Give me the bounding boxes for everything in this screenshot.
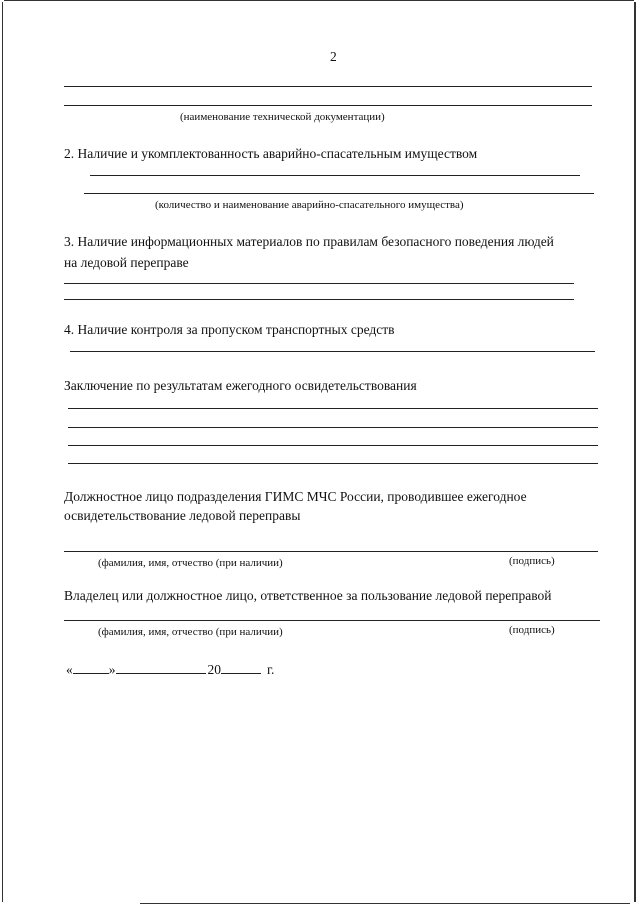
item-2-line-2 [84, 193, 594, 194]
page-number: 2 [330, 49, 337, 64]
date-day-blank [73, 660, 109, 674]
date-year-prefix: 20 [207, 662, 221, 677]
owner-name-caption: (фамилия, имя, отчество (при наличии) [98, 626, 283, 638]
official-signature-caption: (подпись) [509, 555, 555, 567]
conclusion-line-1 [68, 408, 598, 409]
official-line-2: освидетельствование ледовой переправы [64, 508, 301, 523]
official-line-1: Должностное лицо подразделения ГИМС МЧС России, проводившее ежегодное [64, 489, 527, 504]
scan-border-bottom [140, 903, 630, 904]
official-signature-line [64, 551, 598, 552]
scan-border-left [2, 2, 3, 902]
owner-signature-line [64, 620, 600, 621]
conclusion-line-2 [68, 427, 598, 428]
item-2-caption: (количество и наименование аварийно-спасательного имущества) [155, 199, 464, 211]
tech-doc-line-2 [64, 105, 592, 106]
owner-signature-caption: (подпись) [509, 624, 555, 636]
item-3-answer-line-1 [64, 283, 574, 284]
scan-border-right [634, 2, 636, 902]
conclusion-line-3 [68, 445, 598, 446]
tech-doc-caption: (наименование технической документации) [180, 111, 385, 123]
date-close-quote: » [108, 662, 116, 677]
date-open-quote: « [66, 662, 73, 677]
item-4-answer-line [70, 351, 595, 352]
conclusion-heading: Заключение по результатам ежегодного освидетельствования [64, 378, 417, 393]
owner-heading: Владелец или должностное лицо, ответственное за пользование ледовой переправой [64, 588, 552, 603]
official-name-caption: (фамилия, имя, отчество (при наличии) [98, 557, 283, 569]
item-3-line-2: на ледовой переправе [64, 255, 189, 270]
date-year-suffix: г. [267, 662, 275, 677]
item-3-answer-line-2 [64, 299, 574, 300]
item-4-traffic-control: 4. Наличие контроля за пропуском транспортных средств [64, 322, 395, 337]
conclusion-line-4 [68, 463, 598, 464]
date-month-blank [116, 660, 206, 674]
scan-border-top [4, 0, 634, 1]
item-2-equipment: 2. Наличие и укомплектованность аварийно-спасательным имуществом [64, 146, 478, 161]
date-line [66, 660, 274, 678]
tech-doc-line-1 [64, 86, 592, 87]
item-2-line-1 [90, 175, 580, 176]
date-year-blank [221, 660, 261, 674]
item-3-line-1: 3. Наличие информационных материалов по правилам безопасного поведения людей [64, 234, 554, 249]
